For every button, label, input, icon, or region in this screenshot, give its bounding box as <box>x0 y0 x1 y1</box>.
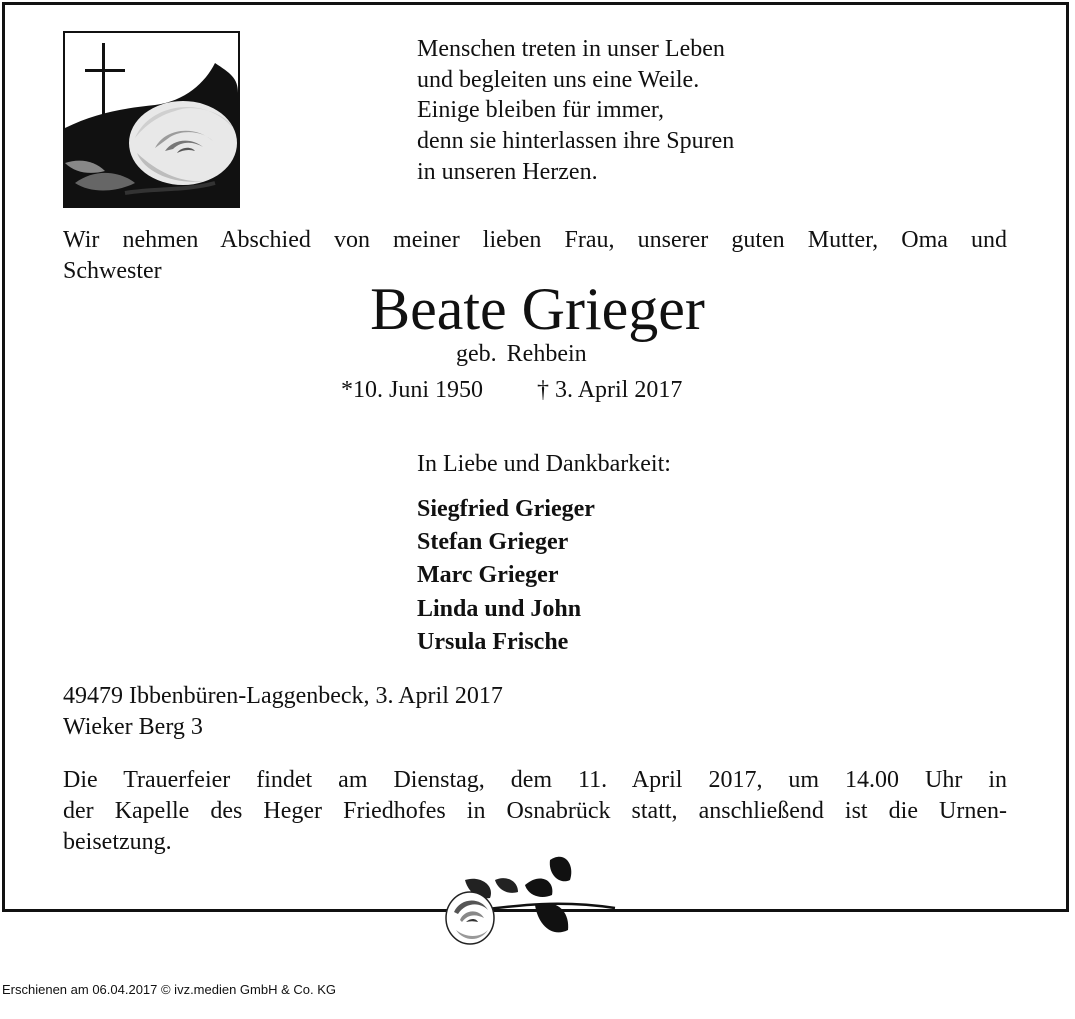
address-line: Wieker Berg 3 <box>63 714 203 740</box>
rose-illustration <box>440 850 620 950</box>
intro-line: Wir nehmen Abschied von meiner lieben Frau, unserer guten Mutter, Oma und <box>63 227 1007 253</box>
publication-footer: Erschienen am 06.04.2017 © ivz.medien GmbH & Co. KG <box>2 982 337 997</box>
born-prefix: geb. <box>456 341 497 367</box>
mourner-name: Siegfried Grieger <box>417 496 595 522</box>
service-info <box>63 765 1007 858</box>
poem <box>417 34 734 188</box>
poem-line: Einige bleiben für immer, <box>417 97 664 124</box>
birth-date: *10. Juni 1950 <box>341 377 484 403</box>
address-line: 49479 Ibbenbüren-Laggenbeck, 3. April 2017 <box>63 683 503 709</box>
service-line: beisetzung. <box>63 829 172 855</box>
intro-line: Schwester <box>63 258 162 284</box>
mourners-list <box>417 493 595 659</box>
poem-line: denn sie hinterlassen ihre Spuren <box>417 128 735 155</box>
mourner-name: Linda und John <box>417 595 582 622</box>
rose-icon <box>440 850 620 950</box>
cross-rose-image <box>65 33 238 206</box>
mourner-name: Stefan Grieger <box>417 529 569 556</box>
address <box>63 681 503 743</box>
life-dates <box>341 375 682 405</box>
maiden-name: Rehbein <box>506 341 587 367</box>
cross-rose-photo <box>63 31 240 208</box>
poem-line: Menschen treten in unser Leben <box>417 36 725 62</box>
poem-line: in unseren Herzen. <box>417 158 598 185</box>
mourner-name: Ursula Frische <box>417 628 569 655</box>
deceased-name: Beate Grieger <box>370 276 705 342</box>
service-line: der Kapelle des Heger Friedhofes in Osnabrück statt, anschließend ist die Urnen- <box>63 798 1007 824</box>
service-line: Die Trauerfeier findet am Dienstag, dem 11. April 2017, um 14.00 Uhr in <box>63 767 1007 793</box>
poem-line: und begleiten uns eine Weile. <box>417 66 700 93</box>
maiden-name-line <box>456 339 587 369</box>
mourner-name: Marc Grieger <box>417 562 559 589</box>
death-date: † 3. April 2017 <box>537 377 683 403</box>
thanks-line: In Liebe und Dankbarkeit: <box>417 451 671 477</box>
